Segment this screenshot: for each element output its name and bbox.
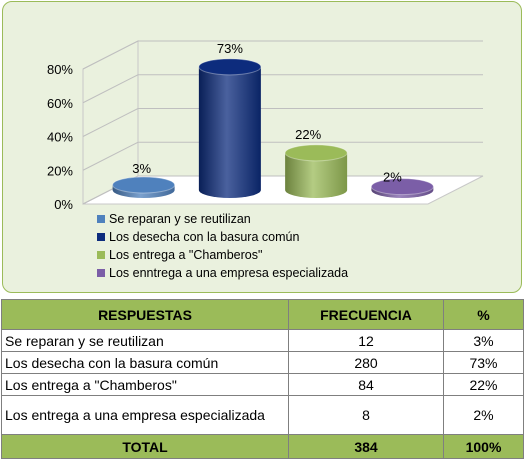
chart-area (2, 1, 522, 293)
data-label: 2% (382, 169, 402, 185)
legend-swatch (97, 251, 105, 259)
bar-cylinder-top (199, 59, 261, 75)
total-percent: 100% (444, 435, 524, 459)
legend-item (97, 264, 348, 282)
chart-legend (97, 210, 348, 282)
bar-cylinder-top (113, 177, 175, 193)
y-tick-label: 40% (46, 129, 73, 145)
row-percent: 3% (444, 330, 524, 352)
bar-cylinder-top (371, 179, 433, 195)
gridline (83, 75, 483, 103)
row-respuesta: Los entrega a una empresa especializada (2, 396, 289, 435)
legend-label: Se reparan y se reutilizan (109, 212, 251, 226)
gridline (83, 109, 483, 137)
legend-label: Los enntrega a una empresa especializada (109, 266, 349, 280)
table-row (2, 374, 524, 396)
legend-swatch (97, 233, 105, 241)
bar-cylinder-top (285, 145, 347, 161)
data-label: 22% (295, 126, 322, 142)
legend-label: Los desecha con la basura común (109, 230, 300, 244)
table-row (2, 330, 524, 352)
y-tick-label: 0% (54, 197, 73, 212)
y-tick-label: 20% (46, 163, 73, 179)
y-tick-label: 60% (46, 95, 73, 111)
table-total-row (2, 435, 524, 459)
table-row (2, 396, 524, 435)
table-header-row (2, 300, 524, 330)
row-frecuencia: 84 (289, 374, 444, 396)
data-label: 73% (216, 40, 243, 56)
legend-item (97, 210, 348, 228)
data-label: 3% (132, 160, 152, 176)
row-frecuencia: 8 (289, 396, 444, 435)
gridline (83, 41, 483, 69)
header-respuestas: RESPUESTAS (2, 300, 289, 330)
total-label: TOTAL (2, 435, 289, 459)
bar-cylinder (199, 67, 261, 198)
table-row (2, 352, 524, 374)
row-percent: 22% (444, 374, 524, 396)
legend-swatch (97, 269, 105, 277)
data-table (1, 299, 524, 459)
row-respuesta: Los entrega a "Chamberos" (2, 374, 289, 396)
legend-swatch (97, 215, 105, 223)
total-frecuencia: 384 (289, 435, 444, 459)
legend-label: Los entrega a "Chamberos" (109, 248, 263, 262)
row-frecuencia: 280 (289, 352, 444, 374)
row-respuesta: Se reparan y se reutilizan (2, 330, 289, 352)
row-respuesta: Los desecha con la basura común (2, 352, 289, 374)
header-frecuencia: FRECUENCIA (289, 300, 444, 330)
row-frecuencia: 12 (289, 330, 444, 352)
row-percent: 73% (444, 352, 524, 374)
header-percent: % (444, 300, 524, 330)
legend-item (97, 228, 348, 246)
row-percent: 2% (444, 396, 524, 435)
y-tick-label: 80% (46, 62, 73, 77)
legend-item (97, 246, 348, 264)
